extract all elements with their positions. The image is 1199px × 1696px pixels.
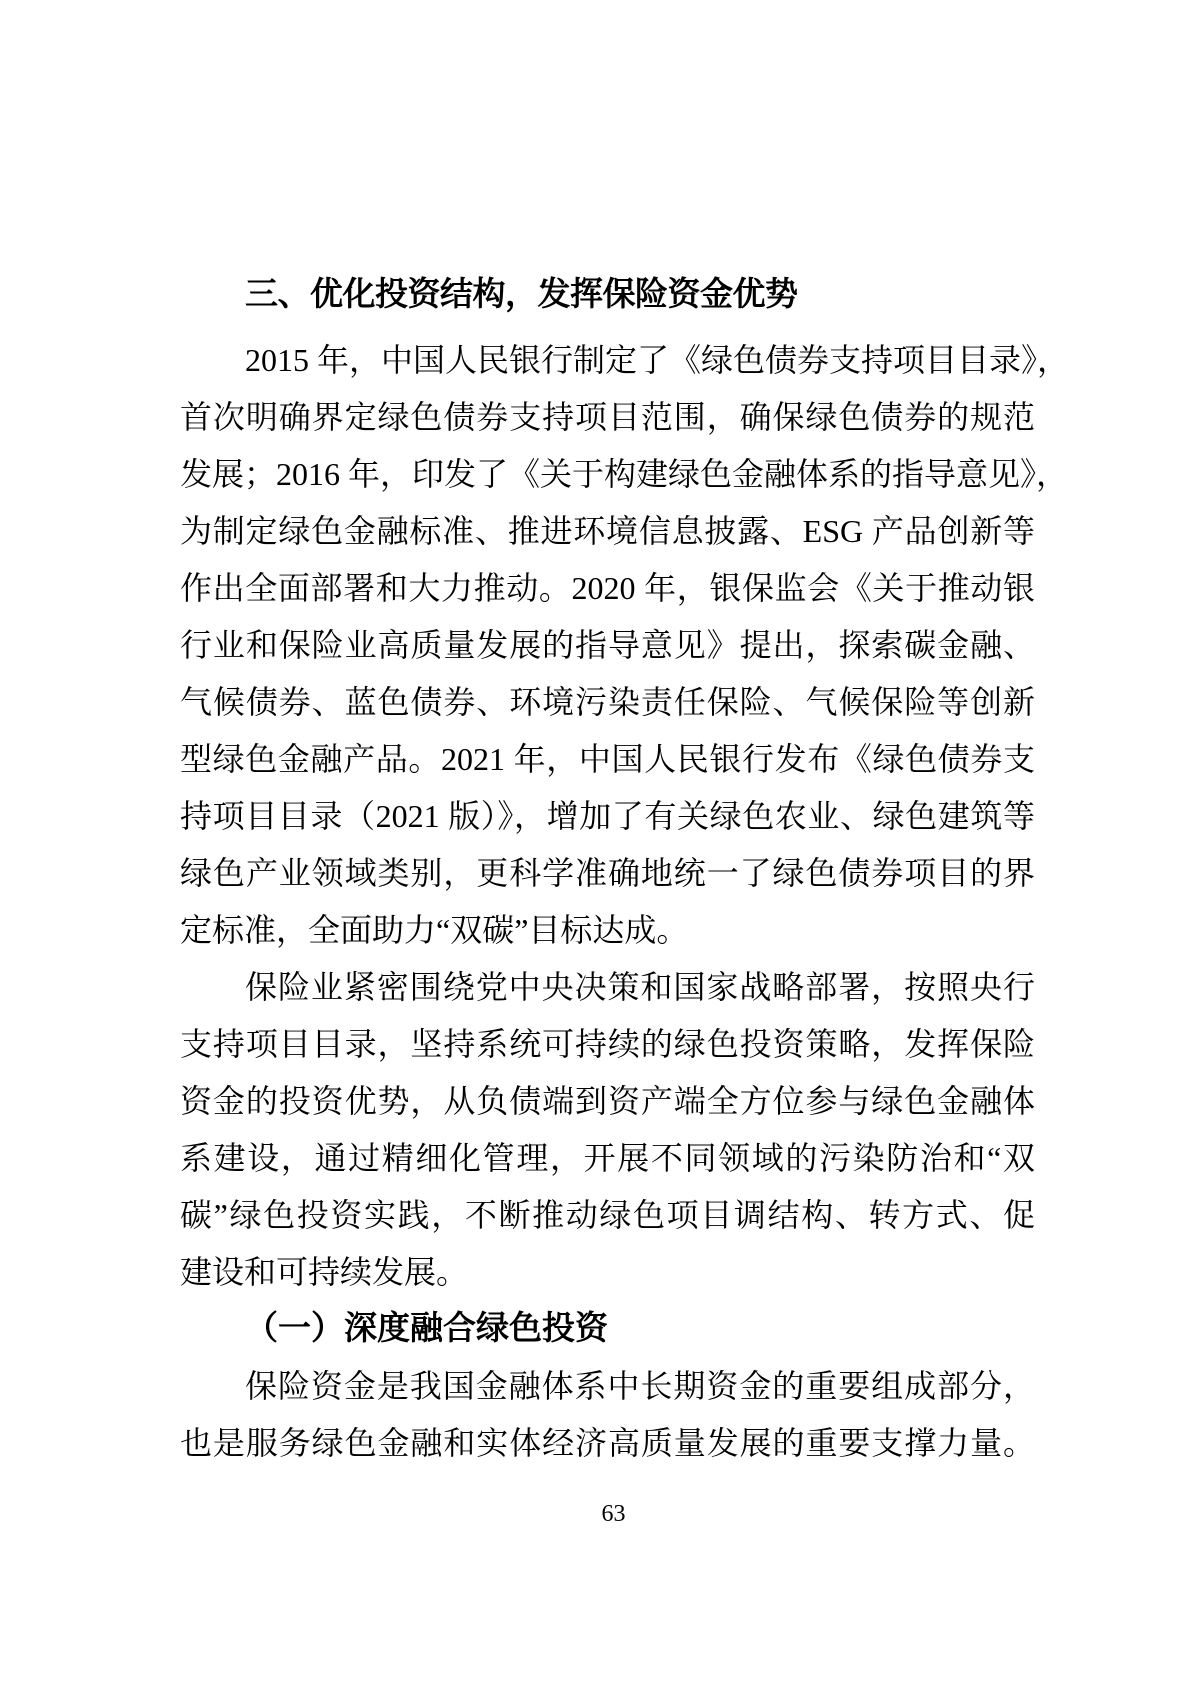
paragraph-line: 保险资金是我国金融体系中长期资金的重要组成部分， bbox=[245, 1368, 1035, 1404]
paragraph-line: 2015 年，中国人民银行制定了《绿色债券支持项目目录》， bbox=[245, 342, 1070, 378]
paragraph-line: 保险业紧密围绕党中央决策和国家战略部署，按照央行 bbox=[245, 969, 1035, 1005]
page-number: 63 bbox=[601, 1501, 626, 1527]
paragraph-line: 碳”绿色投资实践，不断推动绿色项目调结构、转方式、促 bbox=[180, 1197, 1035, 1233]
paragraph-line: 气候债券、蓝色债券、环境污染责任保险、气候保险等创新 bbox=[180, 684, 1035, 720]
paragraph-line: 作出全面部署和大力推动。2020 年，银保监会《关于推动银 bbox=[180, 570, 1035, 606]
paragraph-line: 首次明确界定绿色债券支持项目范围，确保绿色债券的规范 bbox=[180, 399, 1035, 435]
paragraph-line: 支持项目目录，坚持系统可持续的绿色投资策略，发挥保险 bbox=[180, 1026, 1035, 1062]
paragraph-line: 绿色产业领域类别，更科学准确地统一了绿色债券项目的界 bbox=[180, 855, 1035, 891]
paragraph-line: 持项目目录（2021 版）》，增加了有关绿色农业、绿色建筑等 bbox=[180, 798, 1035, 834]
paragraph-line: 资金的投资优势，从负债端到资产端全方位参与绿色金融体 bbox=[180, 1083, 1035, 1119]
section-heading: 三、优化投资结构，发挥保险资金优势 bbox=[245, 275, 798, 312]
paragraph-line: 建设和可持续发展。 bbox=[180, 1254, 469, 1290]
paragraph-line: 系建设，通过精细化管理，开展不同领域的污染防治和“双 bbox=[180, 1140, 1035, 1176]
paragraph-line: 也是服务绿色金融和实体经济高质量发展的重要支撑力量。 bbox=[180, 1425, 1035, 1461]
body-text bbox=[180, 332, 1070, 1472]
paragraph-line: 定标准，全面助力“双碳”目标达成。 bbox=[180, 912, 689, 948]
paragraph-line: 型绿色金融产品。2021 年，中国人民银行发布《绿色债券支 bbox=[180, 741, 1035, 777]
section-subheading: （一）深度融合绿色投资 bbox=[245, 1311, 608, 1347]
paragraph-line: 为制定绿色金融标准、推进环境信息披露、ESG 产品创新等 bbox=[180, 513, 1035, 549]
paragraph-line: 行业和保险业高质量发展的指导意见》提出，探索碳金融、 bbox=[180, 627, 1035, 663]
paragraph-line: 发展；2016 年，印发了《关于构建绿色金融体系的指导意见》， bbox=[180, 456, 1069, 492]
